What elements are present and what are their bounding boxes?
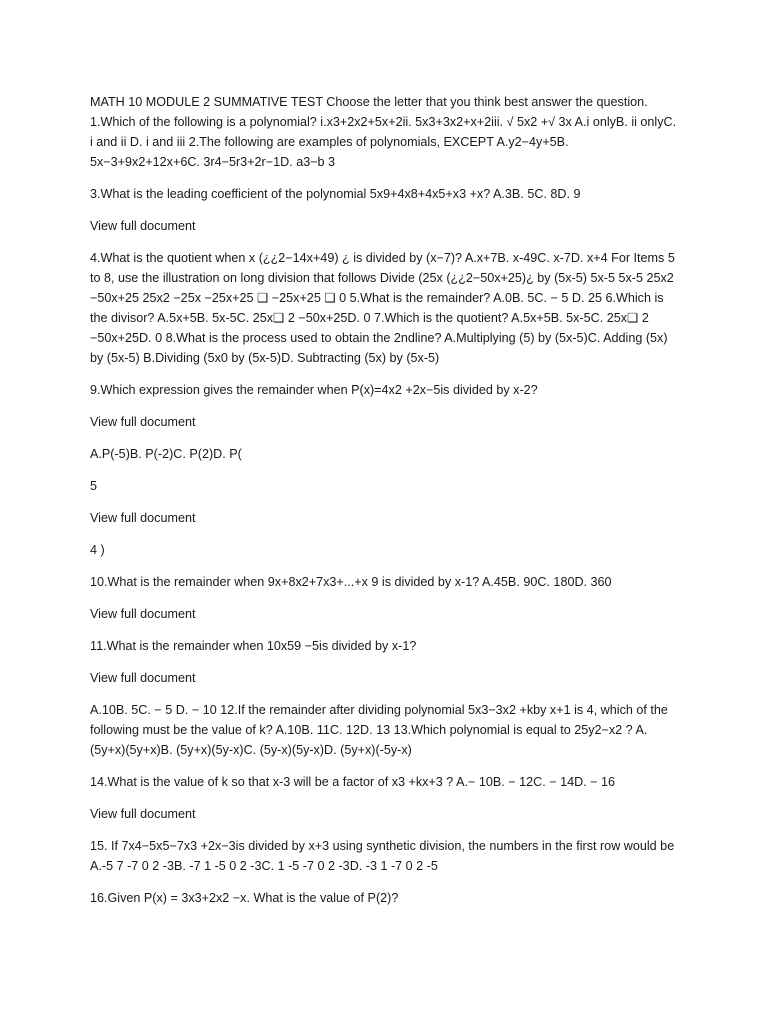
paragraph-q11: 11.What is the remainder when 10x59 −5is divided by x-1? (90, 639, 417, 653)
paragraph-fragment: 5 (90, 479, 98, 493)
paragraph-intro-q1-q2: MATH 10 MODULE 2 SUMMATIVE TEST Choose the letter that you think best answer the question. 1.Which of the following is a polynomial? i.x3+2x2+5x+2ii. 5x3+3x2+x+2iii. √ 5x2 +√ 3x A.i onlyB. ii onlyC. i and ii D. i and iii 2.The following are examples of polynomials, EXCEPT A.y2−4y+5B. 5x−3+9x2+12x+6C. 3r4−5r3+2r−1D. a3−b 3 (90, 95, 677, 169)
paragraph-q16: 16.Given P(x) = 3x3+2x2 −x. What is the value of P(2)? (90, 891, 399, 905)
paragraph-q15: 15. If 7x4−5x5−7x3 +2x−3is divided by x+3 using synthetic division, the numbers in the first row would be A.-5 7 -7 0 2 -3B. -7 1 -5 0 2 -3C. 1 -5 -7 0 2 -3D. -3 1 -7 0 2 -5 (90, 839, 675, 873)
view-full-document-link[interactable]: View full document (90, 807, 196, 821)
paragraph-q9: 9.Which expression gives the remainder when P(x)=4x2 +2x−5is divided by x-2? (90, 383, 538, 397)
view-full-document-link[interactable]: View full document (90, 219, 196, 233)
view-full-document-link[interactable]: View full document (90, 511, 196, 525)
paragraph-q4-q8: 4.What is the quotient when x (¿¿2−14x+49) ¿ is divided by (x−7)? A.x+7B. x-49C. x-7D. x+4 For Items 5 to 8, use the illustration on long division that follows Divide (25x (¿¿2−50x+25)¿ by (5x-5) 5x-5 5x-5 25x2 −50x+25 25x2 −25x −25x+25 ❑ −25x+25 ❑ 0 5.What is the remainder? A.0B. 5C. − 5 D. 25 6.Which is the divisor? A.5x+5B. 5x-5C. 25x❑ 2 −50x+25D. 0 7.Which is the quotient? A.5x+5B. 5x-5C. 25x❑ 2 −50x+25D. 0 8.What is the process used to obtain the 2ndline? A.Multiplying (5) by (5x-5)C. Adding (5x) by (5x-5) B.Dividing (5x0 by (5x-5)D. Subtracting (5x) by (5x-5) (90, 251, 675, 365)
view-full-document-link[interactable]: View full document (90, 671, 196, 685)
view-full-document-link[interactable]: View full document (90, 415, 196, 429)
paragraph-q14: 14.What is the value of k so that x-3 will be a factor of x3 +kx+3 ? A.− 10B. − 12C. − 14D. − 16 (90, 775, 616, 789)
paragraph-q10: 10.What is the remainder when 9x+8x2+7x3+...+x 9 is divided by x-1? A.45B. 90C. 180D. 360 (90, 575, 612, 589)
view-full-document-link[interactable]: View full document (90, 607, 196, 621)
paragraph-q3: 3.What is the leading coefficient of the polynomial 5x9+4x8+4x5+x3 +x? A.3B. 5C. 8D. 9 (90, 187, 581, 201)
paragraph-fragment: 4 ) (90, 543, 105, 557)
paragraph-q11-q13: A.10B. 5C. − 5 D. − 10 12.If the remainder after dividing polynomial 5x3−3x2 +kby x+1 is 4, which of the following must be the value of k? A.10B. 11C. 12D. 13 13.Which polynomial is equal to 25y2−x2 ? A.(5y+x)(5y+x)B. (5y+x)(5y-x)C. (5y-x)(5y-x)D. (5y+x)(-5y-x) (90, 703, 668, 757)
paragraph-q9-choices: A.P(-5)B. P(-2)C. P(2)D. P( (90, 447, 242, 461)
